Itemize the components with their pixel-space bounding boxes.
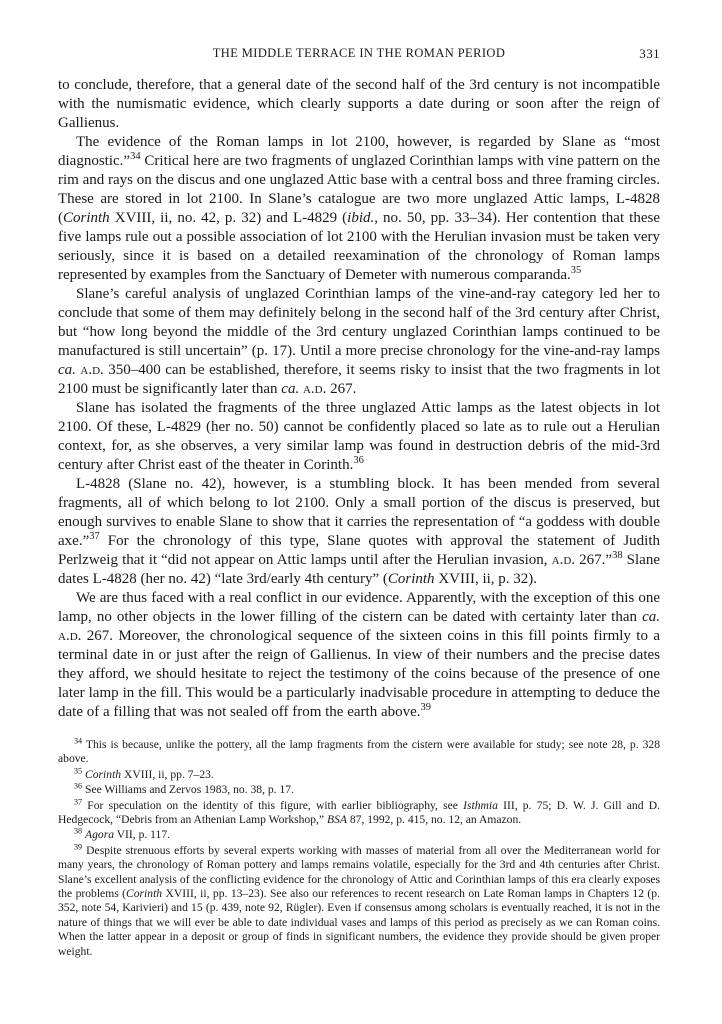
text-run: This is because, unlike the pottery, all the lamp fragments from the cistern were available for study; see note 28, p. 328 above. [58,738,660,766]
running-header [58,40,660,62]
text-run: III, p. 75; D. W. J. Gill and D. Hedgecock, “Debris from an Athenian Lamp Workshop,” [58,798,660,827]
italic-text: Isthmia [463,798,498,812]
note-ref: 38 [74,826,83,836]
main-text [58,76,660,722]
text-run: Slane’s careful analysis of unglazed Corinthian lamps of the vine-and-ray category led her to conclude that some of them may definitely belong in the second half of the 3rd century after Christ, but “how long beyond the middle of the 3rd century unglazed Corinthian lamps continued to be manufactured is still uncertain” (p. 17). Until a more precise chronology for the vine-and-ray lamps [58,286,660,359]
text-run: For the chronology of this type, Slane quotes with approval the statement of Judith Perlzweig that it “did not appear on Attic lamps until after the Herulian invasion, [58,533,660,568]
note-ref: 37 [89,531,100,543]
italic-text: ibid. [347,210,375,226]
paragraph [58,133,660,285]
text-run: See Williams and Zervos 1983, no. 38, p. 17. [82,783,294,797]
paragraph [58,76,660,133]
paragraph [58,475,660,589]
text-run: The evidence of the Roman lamps in lot 2100, however, is regarded by Slane as “most diagnostic.” [58,134,660,169]
text-run: XVIII, ii, p. 32). [434,571,538,587]
text-run: Slane has isolated the fragments of the three unglazed Attic lamps as the latest objects in lot 2100. Of these, L-4829 (her no. 50) cannot be confidently placed so late as to rule out a Herulian context, for, as she observes, a very similar lamp was found in destruction debris of the mid-3rd century after Christ east of the theater in Corinth. [58,400,660,473]
footnote-36 [58,783,660,797]
note-ref: 38 [612,550,623,562]
text-run: XVIII, ii, pp. 13–23). See also our references to recent research on Late Roman lamps in Chapters 12 (p. 352, note 54, Karivieri) and 15 (p. 439, note 92, Rügler). Even if consensus among scholars is eventually reached, it is not in the nature of things that we will ever be able to date individual vases and lamps of this period as precisely as we can Roman coins. When the latter appear in a deposit or group of finds in significant numbers, the evidence they provide should be given proper weight. [58,887,660,958]
text-run: L-4828 (Slane no. 42), however, is a stumbling block. It has been mended from several fragments, all of which belong to lot 2100. Only a small portion of the discus is preserved, but enough survives to enable Slane to show that it carries the representation of “a goddess with double axe.” [58,476,660,549]
text-run: 87, 1992, p. 415, no. 12, an Amazon. [346,813,522,827]
text-run: 350–400 can be established, therefore, it seems risky to insist that the two fragments in lot 2100 must be significantly later than [58,362,661,397]
text-run: XVIII, ii, pp. 7–23. [121,767,214,781]
italic-text: Corinth [63,210,110,226]
text-run: 267. Moreover, the chronological sequence of the sixteen coins in this fill points firmly to a terminal date in or just after the reign of Gallienus. In view of their numbers and the precise dates they afford, we should hesitate to reject the testimony of the coins because of the presence of one later lamp in the fill. This would be a particularly inadvisable procedure in attempting to deduce the date of a filling that was not sealed off from the earth above. [58,628,660,720]
running-title: THE MIDDLE TERRACE IN THE ROMAN PERIOD [212,46,506,60]
italic-text: Corinth [387,571,435,587]
note-ref: 39 [74,842,83,852]
small-caps-text: a.d. [551,552,576,568]
note-ref: 34 [74,736,83,746]
small-caps-text: a.d. [302,381,327,397]
page-number: 331 [639,46,660,61]
note-ref: 36 [353,455,364,467]
text-run: 267.” [575,552,613,568]
note-ref: 35 [74,766,83,776]
italic-text: Corinth [85,767,122,781]
text-run: Despite strenuous efforts by several experts working with masses of material from all over the Mediterranean world for many years, the chronology of Roman pottery and lamps remains volatile, especially for the 3rd and 4th centuries after Christ. Slane’s excellent analysis of the conflicting evidence for the chronology of Attic and Corinthian lamps of this era clearly exposes the problems ( [58,843,660,901]
text-run: Critical here are two fragments of unglazed Corinthian lamps with vine pattern on the rim and rays on the discus and one unglazed Attic base with a central boss and three framing circles. These are stored in lot 2100. In Slane’s catalogue are two more unglazed Attic lamps, L-4828 ( [58,153,660,226]
note-ref: 36 [74,781,83,791]
text-run: Slane dates L-4828 (her no. 42) “late 3rd/early 4th century” ( [58,552,660,587]
text-run: , no. 50, pp. 33–34). Her contention that these five lamps rule out a possible association of lot 2100 with the Herulian invasion must be taken very seriously, since it is based on a detailed reexamination of the chronology of Roman lamps represented by examples from the Sanctuary of Demeter with numerous comparanda. [58,210,660,283]
note-ref: 35 [570,265,582,277]
italic-text: Agora [85,828,114,842]
small-caps-text: a.d. [58,628,82,644]
paragraph [58,589,660,722]
italic-text: BSA [326,813,347,827]
note-ref: 39 [420,702,432,714]
italic-text: Corinth [126,887,163,901]
note-ref: 34 [130,151,141,163]
small-caps-text: a.d. [80,362,104,378]
text-run: XVIII, ii, no. 42, p. 32) and L-4829 ( [109,210,348,226]
footnotes [58,738,660,960]
text-run: to conclude, therefore, that a general date of the second half of the 3rd century is not incompatible with the numismatic evidence, which clearly supports a date during or soon after the reign of Gallienus. [58,77,660,131]
paragraph [58,285,660,399]
text-run: For speculation on the identity of this figure, with earlier bibliography, see [82,798,464,812]
note-ref: 37 [74,797,83,807]
text-run: VII, p. 117. [114,828,171,842]
italic-text: ca. [281,381,300,397]
footnote-34 [58,738,660,767]
paragraph [58,399,660,475]
italic-text: ca. [58,362,76,378]
footnote-39 [58,844,660,959]
text-run: We are thus faced with a real conflict in our evidence. Apparently, with the exception of this one lamp, no other objects in the lower filling of the cistern can be dated with certainty later than [58,590,660,625]
footnote-38 [58,828,660,842]
italic-text: ca. [642,609,660,625]
text-run: 267. [326,381,357,397]
footnote-35 [58,768,660,782]
footnote-37 [58,799,660,828]
